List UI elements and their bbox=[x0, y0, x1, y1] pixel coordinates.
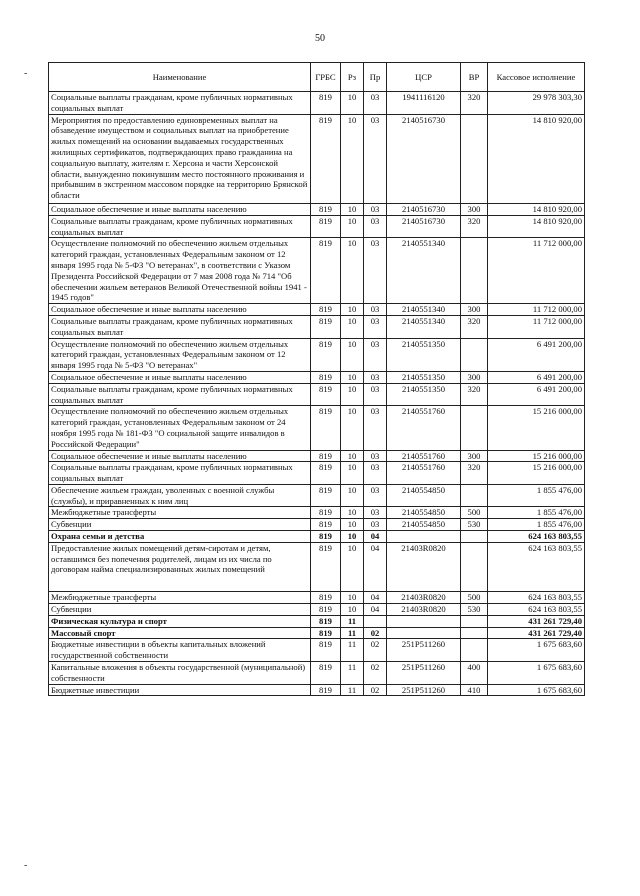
cell-vr bbox=[461, 542, 488, 591]
cell-csr: 2140551340 bbox=[387, 315, 461, 338]
cell-grbs: 819 bbox=[311, 542, 341, 591]
header-csr: ЦСР bbox=[387, 63, 461, 92]
cell-rz: 10 bbox=[341, 203, 364, 215]
table-row bbox=[49, 484, 585, 507]
cell-vr bbox=[461, 531, 488, 543]
cell-vr: 320 bbox=[461, 215, 488, 238]
cell-vr bbox=[461, 238, 488, 304]
table-row bbox=[49, 662, 585, 685]
cell-grbs: 819 bbox=[311, 371, 341, 383]
cell-rz: 10 bbox=[341, 531, 364, 543]
cell-rz: 10 bbox=[341, 542, 364, 591]
cell-amount: 1 855 476,00 bbox=[488, 519, 585, 531]
cell-amount: 1 675 683,60 bbox=[488, 684, 585, 696]
cell-name: Обеспечение жильем граждан, уволенных с военной службы (службы), и приравненных к ним лиц bbox=[49, 484, 311, 507]
cell-amount: 11 712 000,00 bbox=[488, 238, 585, 304]
cell-csr: 251P511260 bbox=[387, 684, 461, 696]
cell-pr: 03 bbox=[364, 238, 387, 304]
cell-amount: 6 491 200,00 bbox=[488, 383, 585, 406]
cell-vr: 410 bbox=[461, 684, 488, 696]
cell-pr bbox=[364, 615, 387, 627]
cell-amount: 15 216 000,00 bbox=[488, 406, 585, 450]
cell-amount: 1 855 476,00 bbox=[488, 507, 585, 519]
cell-csr bbox=[387, 615, 461, 627]
cell-rz: 10 bbox=[341, 450, 364, 462]
cell-pr: 02 bbox=[364, 639, 387, 662]
cell-csr: 2140516730 bbox=[387, 114, 461, 203]
cell-pr: 02 bbox=[364, 627, 387, 639]
cell-name: Физическая культура и спорт bbox=[49, 615, 311, 627]
cell-amount: 624 163 803,55 bbox=[488, 604, 585, 616]
table-row bbox=[49, 627, 585, 639]
header-vr: ВР bbox=[461, 63, 488, 92]
cell-pr: 03 bbox=[364, 304, 387, 316]
cell-rz: 10 bbox=[341, 484, 364, 507]
cell-grbs: 819 bbox=[311, 592, 341, 604]
cell-rz: 11 bbox=[341, 639, 364, 662]
cell-grbs: 819 bbox=[311, 684, 341, 696]
cell-rz: 10 bbox=[341, 92, 364, 115]
cell-name: Мероприятия по предоставлению единовременных выплат на обзаведение имуществом и социальных выплат на приобретение жилых помещений на основании выдаваемых государственных жилищных сертификатов, подтверждающих право гражданина на социальную выплату, жителям г. Херсона и части Херсонской области, вынужденно покинувшим место постоянного проживания и прибывшим в экстренном массовом порядке на территорию Брянской области bbox=[49, 114, 311, 203]
header-amount: Кассовое исполнение bbox=[488, 63, 585, 92]
table-row bbox=[49, 383, 585, 406]
cell-csr: 2140551760 bbox=[387, 462, 461, 485]
cell-name: Социальное обеспечение и иные выплаты населению bbox=[49, 203, 311, 215]
table-row bbox=[49, 684, 585, 696]
cell-pr: 03 bbox=[364, 450, 387, 462]
cell-grbs: 819 bbox=[311, 92, 341, 115]
cell-name: Социальные выплаты гражданам, кроме публичных нормативных социальных выплат bbox=[49, 383, 311, 406]
cell-vr: 300 bbox=[461, 304, 488, 316]
cell-csr: 2140516730 bbox=[387, 215, 461, 238]
cell-vr bbox=[461, 615, 488, 627]
cell-amount: 624 163 803,55 bbox=[488, 592, 585, 604]
cell-csr: 2140554850 bbox=[387, 484, 461, 507]
table-row bbox=[49, 203, 585, 215]
cell-csr: 251P511260 bbox=[387, 662, 461, 685]
cell-vr: 320 bbox=[461, 383, 488, 406]
cell-grbs: 819 bbox=[311, 519, 341, 531]
cell-pr: 03 bbox=[364, 462, 387, 485]
cell-pr: 02 bbox=[364, 662, 387, 685]
cell-grbs: 819 bbox=[311, 203, 341, 215]
cell-grbs: 819 bbox=[311, 462, 341, 485]
cell-csr: 2140551350 bbox=[387, 338, 461, 371]
cell-vr: 300 bbox=[461, 371, 488, 383]
header-grbs: ГРБС bbox=[311, 63, 341, 92]
cell-vr: 300 bbox=[461, 450, 488, 462]
cell-csr: 2140554850 bbox=[387, 519, 461, 531]
table-row bbox=[49, 519, 585, 531]
cell-csr: 2140554850 bbox=[387, 507, 461, 519]
cell-vr bbox=[461, 627, 488, 639]
table-row bbox=[49, 371, 585, 383]
table-row bbox=[49, 542, 585, 591]
cell-amount: 14 810 920,00 bbox=[488, 203, 585, 215]
table-header-row bbox=[49, 63, 585, 92]
cell-pr: 03 bbox=[364, 507, 387, 519]
cell-pr: 03 bbox=[364, 371, 387, 383]
cell-grbs: 819 bbox=[311, 338, 341, 371]
cell-vr: 500 bbox=[461, 507, 488, 519]
cell-amount: 624 163 803,55 bbox=[488, 531, 585, 543]
table-row bbox=[49, 238, 585, 304]
cell-vr: 530 bbox=[461, 519, 488, 531]
cell-pr: 03 bbox=[364, 484, 387, 507]
cell-name: Межбюджетные трансферты bbox=[49, 592, 311, 604]
cell-amount: 431 261 729,40 bbox=[488, 615, 585, 627]
cell-csr: 2140551340 bbox=[387, 238, 461, 304]
cell-amount: 1 675 683,60 bbox=[488, 662, 585, 685]
cell-name: Осуществление полномочий по обеспечению жильем отдельных категорий граждан, установленных Федеральным законом от 12 января 1995 года № 5-ФЗ "О ветеранах" bbox=[49, 338, 311, 371]
cell-amount: 6 491 200,00 bbox=[488, 338, 585, 371]
page-number: 50 bbox=[315, 33, 325, 44]
cell-grbs: 819 bbox=[311, 615, 341, 627]
cell-name: Охрана семьи и детства bbox=[49, 531, 311, 543]
cell-csr: 21403R0820 bbox=[387, 542, 461, 591]
cell-grbs: 819 bbox=[311, 383, 341, 406]
cell-amount: 11 712 000,00 bbox=[488, 315, 585, 338]
cell-name: Капитальные вложения в объекты государственной (муниципальной) собственности bbox=[49, 662, 311, 685]
cell-rz: 10 bbox=[341, 383, 364, 406]
cell-rz: 10 bbox=[341, 604, 364, 616]
cell-grbs: 819 bbox=[311, 304, 341, 316]
cell-grbs: 819 bbox=[311, 450, 341, 462]
cell-grbs: 819 bbox=[311, 627, 341, 639]
cell-rz: 10 bbox=[341, 238, 364, 304]
cell-vr: 500 bbox=[461, 592, 488, 604]
table-row bbox=[49, 450, 585, 462]
cell-grbs: 819 bbox=[311, 315, 341, 338]
cell-rz: 10 bbox=[341, 371, 364, 383]
cell-rz: 11 bbox=[341, 615, 364, 627]
cell-amount: 14 810 920,00 bbox=[488, 114, 585, 203]
table-row bbox=[49, 92, 585, 115]
cell-csr: 2140551350 bbox=[387, 383, 461, 406]
cell-pr: 02 bbox=[364, 684, 387, 696]
cell-rz: 11 bbox=[341, 627, 364, 639]
header-name: Наименование bbox=[49, 63, 311, 92]
cell-pr: 04 bbox=[364, 592, 387, 604]
cell-name: Бюджетные инвестиции в объекты капитальных вложений государственной собственности bbox=[49, 639, 311, 662]
table-row bbox=[49, 462, 585, 485]
cell-name: Социальные выплаты гражданам, кроме публичных нормативных социальных выплат bbox=[49, 92, 311, 115]
cell-csr: 2140516730 bbox=[387, 203, 461, 215]
cell-name: Социальные выплаты гражданам, кроме публичных нормативных социальных выплат bbox=[49, 315, 311, 338]
cell-rz: 10 bbox=[341, 304, 364, 316]
cell-grbs: 819 bbox=[311, 484, 341, 507]
table-row bbox=[49, 531, 585, 543]
cell-grbs: 819 bbox=[311, 639, 341, 662]
cell-vr bbox=[461, 484, 488, 507]
cell-name: Социальное обеспечение и иные выплаты населению bbox=[49, 450, 311, 462]
cell-amount: 1 675 683,60 bbox=[488, 639, 585, 662]
cell-csr: 21403R0820 bbox=[387, 592, 461, 604]
margin-mark: - bbox=[24, 68, 28, 79]
cell-rz: 10 bbox=[341, 114, 364, 203]
table-row bbox=[49, 615, 585, 627]
cell-grbs: 819 bbox=[311, 662, 341, 685]
cell-amount: 15 216 000,00 bbox=[488, 450, 585, 462]
cell-name: Социальное обеспечение и иные выплаты населению bbox=[49, 371, 311, 383]
cell-pr: 04 bbox=[364, 604, 387, 616]
cell-name: Социальные выплаты гражданам, кроме публичных нормативных социальных выплат bbox=[49, 462, 311, 485]
cell-name: Межбюджетные трансферты bbox=[49, 507, 311, 519]
cell-vr: 300 bbox=[461, 203, 488, 215]
cell-vr bbox=[461, 338, 488, 371]
cell-name: Субвенции bbox=[49, 604, 311, 616]
cell-csr: 251P511260 bbox=[387, 639, 461, 662]
cell-vr bbox=[461, 406, 488, 450]
cell-pr: 03 bbox=[364, 406, 387, 450]
table-row bbox=[49, 639, 585, 662]
cell-vr: 320 bbox=[461, 462, 488, 485]
cell-name: Предоставление жилых помещений детям-сиротам и детям, оставшимся без попечения родителей, лицам из их числа по договорам найма специализированных жилых помещений bbox=[49, 542, 311, 591]
cell-rz: 11 bbox=[341, 662, 364, 685]
cell-pr: 03 bbox=[364, 114, 387, 203]
cell-name: Социальное обеспечение и иные выплаты населению bbox=[49, 304, 311, 316]
cell-pr: 03 bbox=[364, 215, 387, 238]
cell-csr: 2140551760 bbox=[387, 406, 461, 450]
cell-csr: 2140551760 bbox=[387, 450, 461, 462]
cell-vr bbox=[461, 639, 488, 662]
table-row bbox=[49, 592, 585, 604]
cell-amount: 1 855 476,00 bbox=[488, 484, 585, 507]
cell-vr: 530 bbox=[461, 604, 488, 616]
cell-name: Осуществление полномочий по обеспечению жильем отдельных категорий граждан, установленных Федеральным законом от 12 января 1995 года № 5-ФЗ "О ветеранах", в соответствии с Указом Президента Российской Федерации от 7 мая 2008 года № 714 "Об обеспечении жильем ветеранов Великой Отечественной войны 1941 - 1945 годов" bbox=[49, 238, 311, 304]
cell-rz: 11 bbox=[341, 684, 364, 696]
table-row bbox=[49, 406, 585, 450]
cell-csr: 2140551340 bbox=[387, 304, 461, 316]
cell-pr: 03 bbox=[364, 315, 387, 338]
cell-pr: 03 bbox=[364, 519, 387, 531]
cell-grbs: 819 bbox=[311, 238, 341, 304]
cell-rz: 10 bbox=[341, 462, 364, 485]
cell-pr: 03 bbox=[364, 338, 387, 371]
cell-vr: 320 bbox=[461, 315, 488, 338]
table-row bbox=[49, 604, 585, 616]
cell-vr: 400 bbox=[461, 662, 488, 685]
table-row bbox=[49, 114, 585, 203]
cell-amount: 624 163 803,55 bbox=[488, 542, 585, 591]
cell-grbs: 819 bbox=[311, 215, 341, 238]
cell-pr: 03 bbox=[364, 383, 387, 406]
header-rz: Рз bbox=[341, 63, 364, 92]
cell-amount: 6 491 200,00 bbox=[488, 371, 585, 383]
cell-grbs: 819 bbox=[311, 406, 341, 450]
cell-amount: 11 712 000,00 bbox=[488, 304, 585, 316]
cell-pr: 04 bbox=[364, 542, 387, 591]
cell-grbs: 819 bbox=[311, 507, 341, 519]
cell-pr: 03 bbox=[364, 203, 387, 215]
table-row bbox=[49, 315, 585, 338]
table-row bbox=[49, 304, 585, 316]
cell-csr bbox=[387, 531, 461, 543]
cell-name: Осуществление полномочий по обеспечению жильем отдельных категорий граждан, установленных Федеральным законом от 24 ноября 1995 года № 181-ФЗ "О социальной защите инвалидов в Российской Федерации" bbox=[49, 406, 311, 450]
table-row bbox=[49, 215, 585, 238]
cell-amount: 431 261 729,40 bbox=[488, 627, 585, 639]
cell-name: Социальные выплаты гражданам, кроме публичных нормативных социальных выплат bbox=[49, 215, 311, 238]
cell-amount: 29 978 303,30 bbox=[488, 92, 585, 115]
cell-pr: 03 bbox=[364, 92, 387, 115]
header-pr: Пр bbox=[364, 63, 387, 92]
cell-rz: 10 bbox=[341, 315, 364, 338]
cell-grbs: 819 bbox=[311, 531, 341, 543]
cell-amount: 15 216 000,00 bbox=[488, 462, 585, 485]
cell-name: Бюджетные инвестиции bbox=[49, 684, 311, 696]
cell-csr: 2140551350 bbox=[387, 371, 461, 383]
table-row bbox=[49, 507, 585, 519]
budget-table bbox=[48, 62, 585, 696]
cell-rz: 10 bbox=[341, 592, 364, 604]
cell-amount: 14 810 920,00 bbox=[488, 215, 585, 238]
margin-mark: - bbox=[24, 860, 28, 871]
cell-csr: 21403R0820 bbox=[387, 604, 461, 616]
cell-csr: 1941116120 bbox=[387, 92, 461, 115]
cell-rz: 10 bbox=[341, 406, 364, 450]
cell-rz: 10 bbox=[341, 519, 364, 531]
table-row bbox=[49, 338, 585, 371]
cell-pr: 04 bbox=[364, 531, 387, 543]
cell-name: Субвенции bbox=[49, 519, 311, 531]
cell-rz: 10 bbox=[341, 507, 364, 519]
cell-name: Массовый спорт bbox=[49, 627, 311, 639]
cell-vr bbox=[461, 114, 488, 203]
cell-grbs: 819 bbox=[311, 114, 341, 203]
cell-csr bbox=[387, 627, 461, 639]
cell-rz: 10 bbox=[341, 215, 364, 238]
cell-rz: 10 bbox=[341, 338, 364, 371]
cell-vr: 320 bbox=[461, 92, 488, 115]
cell-grbs: 819 bbox=[311, 604, 341, 616]
